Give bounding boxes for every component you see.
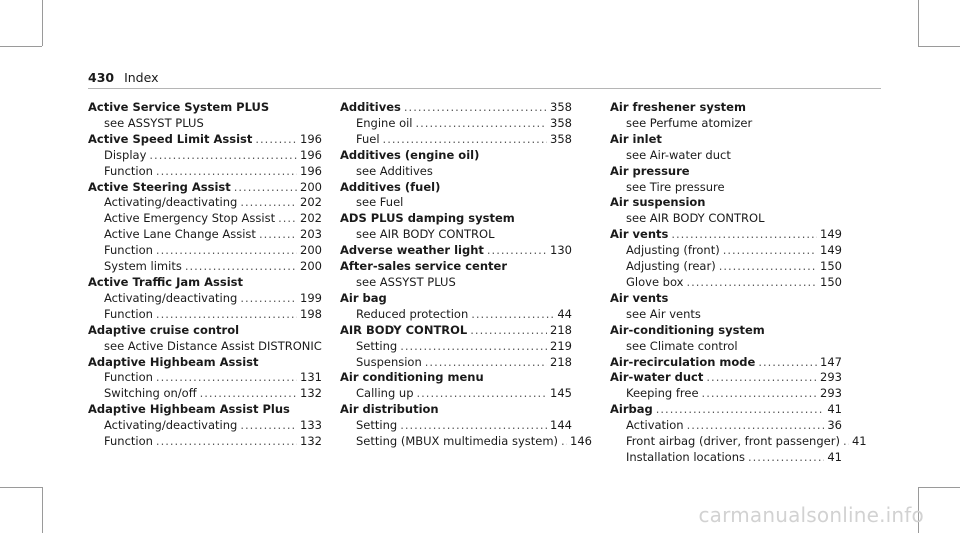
- entry-text: Active Steering Assist: [88, 179, 231, 194]
- index-subentry: [88, 227, 322, 243]
- page-reference: 293: [820, 386, 842, 401]
- page-reference: 130: [550, 243, 572, 258]
- dot-leader: [278, 211, 297, 227]
- dot-leader: [400, 418, 547, 434]
- page-reference: 200: [300, 243, 322, 258]
- page-number: 430: [88, 70, 115, 85]
- entry-text: Adaptive Highbeam Assist Plus: [88, 402, 290, 417]
- dot-leader: [843, 434, 849, 450]
- index-entry: [610, 355, 842, 371]
- index-entry: [88, 323, 322, 339]
- index-entry: [610, 323, 842, 339]
- entry-text: Adjusting (rear): [626, 259, 716, 274]
- index-entry: [88, 275, 322, 291]
- entry-text: Active Service System PLUS: [88, 100, 270, 114]
- dot-leader: [417, 386, 548, 402]
- dot-leader: [719, 259, 817, 275]
- index-subentry: [88, 211, 322, 227]
- entry-text: see AIR BODY CONTROL: [626, 211, 765, 226]
- index-subentry: [340, 116, 572, 132]
- index-subentry: [610, 243, 842, 259]
- entry-text: System limits: [104, 259, 182, 274]
- entry-text: Function: [104, 434, 153, 449]
- page-reference: 41: [827, 402, 842, 417]
- dot-leader: [156, 370, 297, 386]
- page-reference: 41: [827, 449, 842, 464]
- page-reference: 150: [820, 259, 842, 274]
- entry-text: Function: [104, 370, 153, 385]
- crop-mark-bl-v: [42, 487, 43, 533]
- index-entry: [340, 370, 572, 386]
- entry-text: Display: [104, 147, 147, 162]
- entry-text: Adverse weather light: [340, 243, 484, 258]
- section-title: Index: [124, 70, 159, 85]
- page-reference: 200: [300, 179, 322, 194]
- index-subentry: [88, 386, 322, 402]
- index-entry: [88, 180, 322, 196]
- crop-mark-tl-v: [42, 0, 43, 46]
- dot-leader: [234, 180, 297, 196]
- crop-mark-tl-h: [0, 46, 42, 47]
- dot-leader: [758, 355, 817, 371]
- index-subentry: [340, 386, 572, 402]
- index-subentry: [610, 148, 842, 164]
- index-entry: [88, 100, 322, 116]
- page-reference: 150: [820, 274, 842, 289]
- entry-text: Switching on/off: [104, 386, 197, 401]
- index-subentry: [340, 418, 572, 434]
- page-reference: 144: [550, 418, 572, 433]
- entry-text: After-sales service center: [340, 259, 507, 274]
- index-subentry: [340, 434, 592, 450]
- index-entry: [610, 402, 842, 418]
- entry-text: Air vents: [610, 290, 669, 305]
- page-reference: 358: [550, 131, 572, 146]
- entry-text: Air distribution: [340, 402, 439, 417]
- dot-leader: [687, 418, 825, 434]
- entry-text: Adjusting (front): [626, 243, 720, 258]
- index-subentry: [340, 355, 572, 371]
- page-reference: 36: [827, 418, 842, 433]
- entry-text: Air-recirculation mode: [610, 354, 756, 369]
- index-entry: [88, 402, 322, 418]
- index-subentry: [610, 434, 867, 450]
- entry-text: Reduced protection: [356, 306, 469, 321]
- dot-leader: [200, 386, 297, 402]
- entry-text: Activating/deactivating: [104, 290, 238, 305]
- dot-leader: [255, 132, 297, 148]
- index-subentry: [88, 339, 322, 355]
- index-entry: [610, 164, 842, 180]
- page-reference: 293: [820, 370, 842, 385]
- entry-text: Active Emergency Stop Assist: [104, 211, 276, 226]
- entry-text: Adaptive cruise control: [88, 322, 240, 337]
- page-reference: 202: [300, 195, 322, 210]
- page-reference: 132: [300, 386, 322, 401]
- entry-text: Installation locations: [626, 449, 745, 464]
- dot-leader: [259, 227, 297, 243]
- entry-text: Airbag: [610, 402, 653, 417]
- dot-leader: [156, 307, 297, 323]
- index-subentry: [610, 259, 842, 275]
- index-entry: [610, 227, 842, 243]
- page-reference: 132: [300, 434, 322, 449]
- index-subentry: [610, 275, 842, 291]
- index-subentry: [340, 275, 572, 291]
- index-subentry: [610, 418, 842, 434]
- entry-text: Active Lane Change Assist: [104, 227, 256, 242]
- dot-leader: [383, 132, 548, 148]
- entry-text: Air pressure: [610, 163, 690, 178]
- index-subentry: [88, 259, 322, 275]
- page-reference: 131: [300, 370, 322, 385]
- index-column-2: [340, 100, 592, 450]
- index-subentry: [88, 418, 322, 434]
- dot-leader: [156, 434, 297, 450]
- dot-leader: [471, 307, 554, 323]
- page-reference: 198: [300, 306, 322, 321]
- index-subentry: [340, 164, 572, 180]
- crop-mark-tr-h: [918, 46, 960, 47]
- entry-text: Adaptive Highbeam Assist: [88, 354, 259, 369]
- index-subentry: [88, 148, 322, 164]
- dot-leader: [470, 323, 547, 339]
- entry-text: see Active Distance Assist DISTRONIC: [104, 338, 322, 353]
- index-subentry: [610, 211, 842, 227]
- entry-text: Fuel: [356, 131, 380, 146]
- entry-text: Front airbag (driver, front passenger): [626, 434, 840, 449]
- entry-text: Air bag: [340, 290, 387, 305]
- dot-leader: [671, 227, 817, 243]
- entry-text: Function: [104, 306, 153, 321]
- dot-leader: [748, 450, 824, 466]
- page-reference: 149: [820, 243, 842, 258]
- entry-text: see Perfume atomizer: [626, 115, 753, 130]
- entry-text: Function: [104, 163, 153, 178]
- index-subentry: [340, 339, 572, 355]
- index-entry: [88, 355, 322, 371]
- dot-leader: [702, 386, 818, 402]
- index-subentry: [88, 434, 322, 450]
- page-reference: 44: [557, 306, 572, 321]
- entry-text: Additives (fuel): [340, 179, 441, 194]
- entry-text: Activation: [626, 418, 684, 433]
- dot-leader: [240, 418, 297, 434]
- page-reference: 218: [550, 354, 572, 369]
- entry-text: Additives: [340, 100, 401, 114]
- entry-text: Calling up: [356, 386, 414, 401]
- entry-text: Keeping free: [626, 386, 699, 401]
- page-reference: 199: [300, 290, 322, 305]
- page-reference: 196: [300, 147, 322, 162]
- watermark: carmanualsonline.info: [698, 503, 924, 527]
- dot-leader: [416, 116, 548, 132]
- index-entry: [88, 132, 322, 148]
- entry-text: Engine oil: [356, 115, 413, 130]
- index-subentry: [610, 307, 842, 323]
- page-reference: 200: [300, 259, 322, 274]
- dot-leader: [240, 291, 297, 307]
- entry-text: see Air vents: [626, 306, 701, 321]
- entry-text: see AIR BODY CONTROL: [356, 227, 495, 242]
- entry-text: Air conditioning menu: [340, 370, 484, 385]
- index-entry: [340, 148, 572, 164]
- entry-text: see Tire pressure: [626, 179, 725, 194]
- page-reference: 358: [550, 115, 572, 130]
- index-subentry: [610, 339, 842, 355]
- dot-leader: [656, 402, 825, 418]
- dot-leader: [149, 148, 297, 164]
- index-entry: [610, 195, 842, 211]
- index-subentry: [610, 386, 842, 402]
- index-entry: [610, 100, 842, 116]
- index-subentry: [88, 195, 322, 211]
- page-reference: 218: [550, 322, 572, 337]
- dot-leader: [686, 275, 817, 291]
- dot-leader: [404, 100, 547, 116]
- index-subentry: [340, 132, 572, 148]
- entry-text: Setting: [356, 338, 398, 353]
- page-reference: 219: [550, 338, 572, 353]
- page-reference: 202: [300, 211, 322, 226]
- entry-text: AIR BODY CONTROL: [340, 322, 468, 337]
- index-entry: [610, 132, 842, 148]
- entry-text: Active Traffic Jam Assist: [88, 274, 244, 289]
- entry-text: Activating/deactivating: [104, 195, 238, 210]
- page-header: [88, 70, 159, 85]
- page-reference: 133: [300, 418, 322, 433]
- index-entry: [340, 323, 572, 339]
- entry-text: Air inlet: [610, 131, 662, 146]
- entry-text: see ASSYST PLUS: [104, 115, 204, 130]
- dot-leader: [706, 370, 817, 386]
- entry-text: see ASSYST PLUS: [356, 274, 456, 289]
- index-subentry: [88, 164, 322, 180]
- index-entry: [340, 243, 572, 259]
- entry-text: Suspension: [356, 354, 422, 369]
- dot-leader: [185, 259, 297, 275]
- page-reference: 196: [300, 131, 322, 146]
- crop-mark-br-h: [918, 487, 960, 488]
- entry-text: Additives (engine oil): [340, 147, 480, 162]
- page-reference: 145: [550, 386, 572, 401]
- entry-text: Activating/deactivating: [104, 418, 238, 433]
- index-subentry: [88, 243, 322, 259]
- index-subentry: [88, 116, 322, 132]
- index-subentry: [340, 227, 572, 243]
- page-reference: 146: [570, 434, 592, 449]
- entry-text: Function: [104, 243, 153, 258]
- dot-leader: [156, 164, 297, 180]
- entry-text: see Fuel: [356, 195, 404, 210]
- crop-mark-bl-h: [0, 487, 42, 488]
- entry-text: Active Speed Limit Assist: [88, 131, 253, 146]
- page-reference: 196: [300, 163, 322, 178]
- index-subentry: [610, 116, 842, 132]
- index-subentry: [88, 307, 322, 323]
- entry-text: Air vents: [610, 227, 669, 242]
- entry-text: ADS PLUS damping system: [340, 211, 515, 226]
- index-subentry: [340, 307, 572, 323]
- entry-text: Air-conditioning system: [610, 322, 765, 337]
- dot-leader: [561, 434, 567, 450]
- index-entry: [610, 370, 842, 386]
- entry-text: Air freshener system: [610, 100, 746, 114]
- index-entry: [340, 211, 572, 227]
- entry-text: Setting (MBUX multimedia system): [356, 434, 559, 449]
- entry-text: Air suspension: [610, 195, 706, 210]
- dot-leader: [425, 355, 547, 371]
- page-reference: 147: [820, 354, 842, 369]
- page-reference: 358: [550, 100, 572, 114]
- index-column-1: [88, 100, 322, 450]
- index-entry: [340, 180, 572, 196]
- entry-text: see Air-water duct: [626, 147, 731, 162]
- index-entry: [340, 291, 572, 307]
- index-entry: [610, 291, 842, 307]
- index-subentry: [88, 370, 322, 386]
- dot-leader: [723, 243, 817, 259]
- entry-text: Setting: [356, 418, 398, 433]
- entry-text: see Additives: [356, 163, 433, 178]
- index-column-3: [610, 100, 867, 466]
- index-entry: [340, 402, 572, 418]
- dot-leader: [240, 195, 297, 211]
- page-reference: 203: [300, 227, 322, 242]
- page-reference: 41: [851, 434, 867, 449]
- dot-leader: [400, 339, 547, 355]
- dot-leader: [156, 243, 297, 259]
- index-subentry: [610, 450, 842, 466]
- header-rule: [88, 88, 881, 89]
- index-subentry: [340, 195, 572, 211]
- entry-text: Glove box: [626, 274, 684, 289]
- index-entry: [340, 259, 572, 275]
- entry-text: Air-water duct: [610, 370, 704, 385]
- index-subentry: [88, 291, 322, 307]
- page-reference: 149: [820, 227, 842, 242]
- crop-mark-tr-v: [918, 0, 919, 46]
- entry-text: see Climate control: [626, 338, 738, 353]
- index-entry: [340, 100, 572, 116]
- index-subentry: [610, 180, 842, 196]
- dot-leader: [487, 243, 547, 259]
